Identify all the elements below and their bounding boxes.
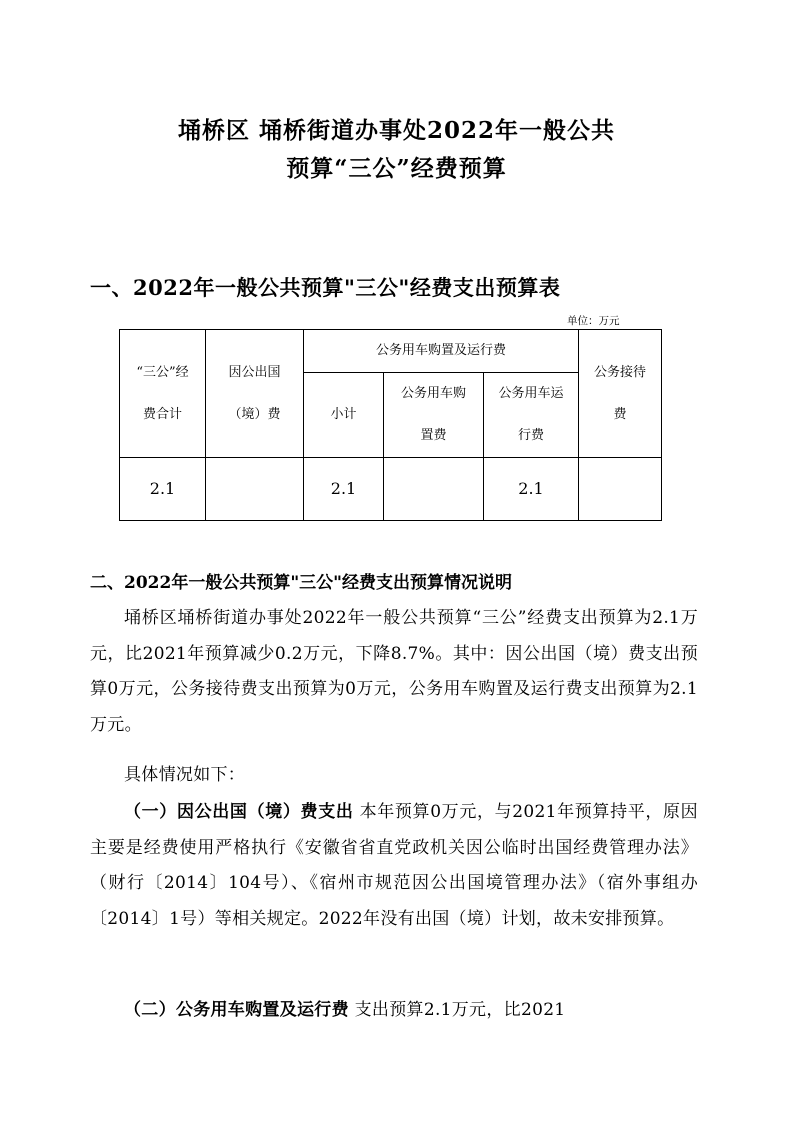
item2-label: （二）公务用车购置及运行费	[124, 1000, 349, 1020]
header-total-line1: “三公”经	[136, 364, 189, 380]
header-vehicle-group: 公务用车购置及运行费	[304, 330, 579, 373]
header-abroad-line1: 因公出国	[228, 364, 281, 380]
header-reception-line2: 费	[613, 406, 627, 422]
header-operation-line2: 行费	[517, 428, 544, 443]
header-purchase	[384, 373, 484, 458]
budget-table	[119, 329, 662, 521]
item2-text: 支出预算2.1万元，比2021	[354, 1000, 566, 1020]
section2-heading: 二、2022年一般公共预算"三公"经费支出预算情况说明	[90, 573, 513, 593]
cell-reception	[579, 458, 662, 521]
header-total-line2: 费合计	[142, 406, 182, 422]
cell-operation: 2.1	[484, 458, 579, 521]
section1-heading: 一、2022年一般公共预算"三公"经费支出预算表	[90, 275, 561, 300]
header-reception-line1: 公务接待	[593, 364, 646, 380]
header-purchase-line2: 置费	[420, 428, 447, 443]
header-purchase-line1: 公务用车购	[400, 386, 466, 401]
header-abroad-line2: （境）费	[228, 406, 281, 422]
document-title-line2: 预算“三公”经费预算	[286, 155, 507, 182]
header-abroad	[206, 330, 304, 458]
document-title-line1: 埇桥区 埇桥街道办事处2022年一般公共	[177, 117, 616, 144]
item1-text: 本年预算0万元，与2021年预算持平，原因主要是经费使用严格执行《安徽省省直党政机关因公临时出国经费管理办法》（财行〔2014〕104号）、《宿州市规范因公出国境管理办法》（宿外事组办〔2014〕1号）等相关规定。2022年没有出国（境）计划，故未安排预算。	[90, 802, 698, 929]
unit-label: 单位：万元	[567, 315, 620, 327]
item1-paragraph	[90, 795, 698, 937]
header-operation	[484, 373, 579, 458]
cell-subtotal: 2.1	[304, 458, 384, 521]
cell-total: 2.1	[120, 458, 206, 521]
cell-purchase	[384, 458, 484, 521]
item2-paragraph	[90, 993, 698, 1029]
details-intro: 具体情况如下：	[124, 765, 246, 785]
summary-paragraph: 埇桥区埇桥街道办事处2022年一般公共预算“三公”经费支出预算为2.1万元，比2021年预算减少0.2万元，下降8.7%。其中：因公出国（境）费支出预算0万元，公务接待费支出预算为0万元，公务用车购置及运行费支出预算为2.1万元。	[90, 608, 698, 735]
header-subtotal: 小计	[304, 373, 384, 458]
cell-abroad	[206, 458, 304, 521]
header-reception	[579, 330, 662, 458]
header-total	[120, 330, 206, 458]
header-operation-line1: 公务用车运	[498, 386, 564, 401]
item1-label: （一）因公出国（境）费支出	[124, 802, 354, 822]
table-row	[120, 458, 662, 521]
